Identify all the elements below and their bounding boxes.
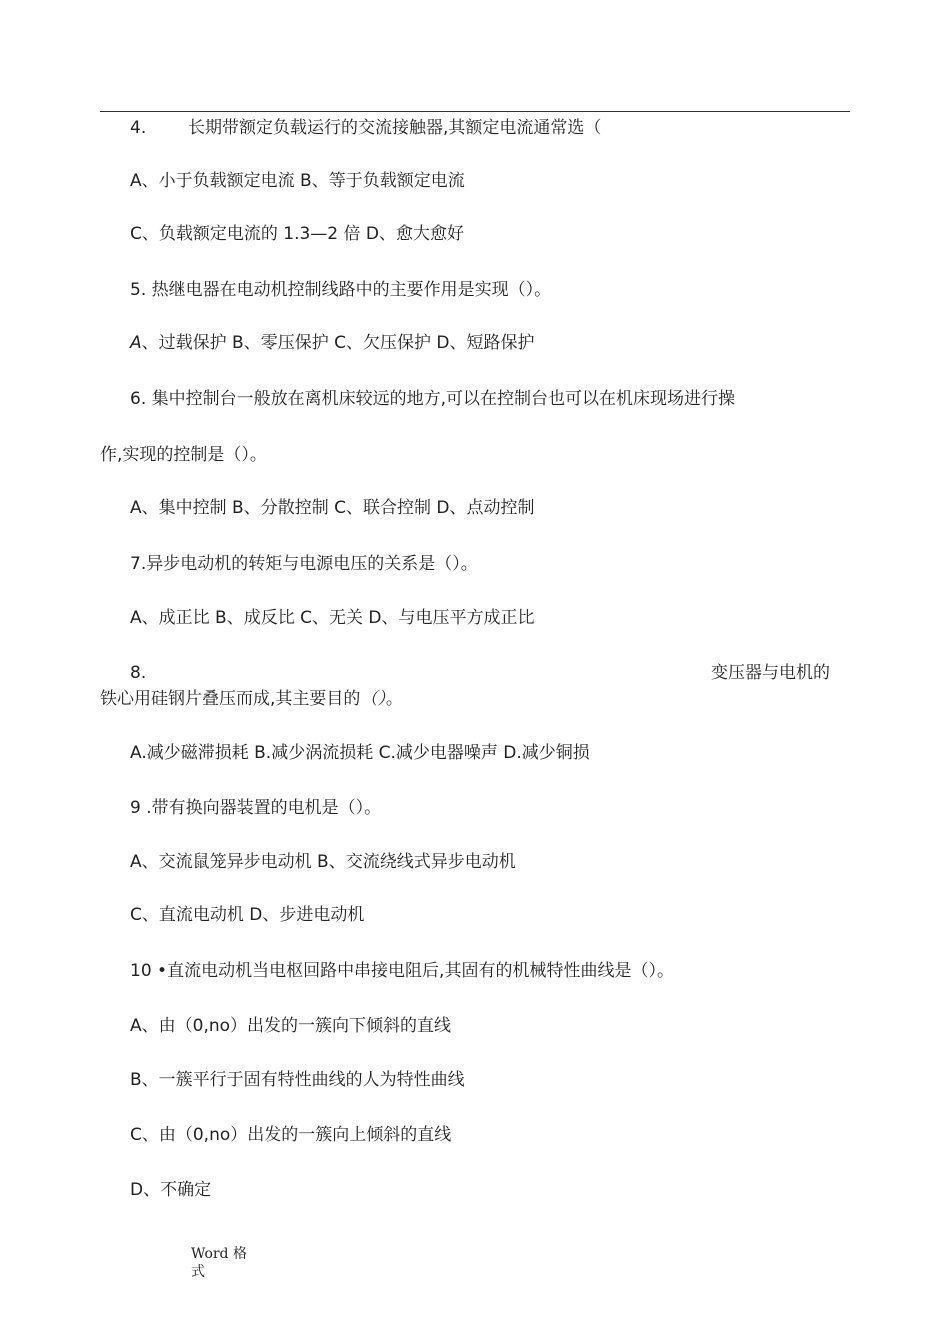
footer-line-1: Word 格 bbox=[191, 1246, 247, 1262]
question-9: 9 .带有换向器装置的电机是（）。 bbox=[130, 798, 382, 818]
question-7-options: A、成正比 B、成反比 C、无关 D、与电压平方成正比 bbox=[130, 608, 535, 628]
question-9-options-2: C、直流电动机 D、步进电动机 bbox=[130, 905, 365, 925]
question-5-options bbox=[130, 332, 534, 354]
question-8-line-2-end: 。 bbox=[385, 689, 403, 709]
question-5-options-rest: 、过载保护 B、零压保护 C、欠压保护 D、短路保护 bbox=[141, 333, 535, 353]
question-10: 10 •直流电动机当电枢回路中串接电阻后,其固有的机械特性曲线是（）。 bbox=[130, 961, 674, 981]
question-10-option-d: D、不确定 bbox=[130, 1180, 212, 1200]
question-5: 5. 热继电器在电动机控制线路中的主要作用是实现（）。 bbox=[130, 280, 552, 300]
question-7: 7.异步电动机的转矩与电源电压的关系是（）。 bbox=[130, 554, 478, 574]
question-8-paren: （） bbox=[360, 689, 386, 709]
page-footer bbox=[191, 1245, 247, 1281]
question-8-line-2 bbox=[100, 688, 403, 710]
question-6-line-1: 6. 集中控制台一般放在离机床较远的地方,可以在控制台也可以在机床现场进行操 bbox=[130, 389, 736, 409]
footer-line-2: 式 bbox=[191, 1264, 205, 1280]
question-8-line-2-start: 铁心用硅钢片叠压而成,其主要目的 bbox=[100, 689, 361, 709]
question-10-option-c: C、由（0,no）出发的一簇向上倾斜的直线 bbox=[130, 1125, 452, 1145]
question-4-text: 长期带额定负载运行的交流接触器,其额定电流通常选（ bbox=[188, 118, 602, 138]
question-4-options-2: C、负载额定电流的 1.3—2 倍 D、愈大愈好 bbox=[130, 224, 465, 244]
question-6-line-2: 作,实现的控制是（）。 bbox=[100, 445, 267, 465]
question-9-options-1: A、交流鼠笼异步电动机 B、交流绕线式异步电动机 bbox=[130, 852, 516, 872]
question-4-options-1: A、小于负载额定电流 B、等于负载额定电流 bbox=[130, 171, 465, 191]
question-5-option-a-letter: A bbox=[130, 333, 142, 353]
question-4 bbox=[130, 117, 601, 139]
question-10-option-b: B、一簇平行于固有特性曲线的人为特性曲线 bbox=[130, 1070, 465, 1090]
question-8-text-right: 变压器与电机的 bbox=[711, 663, 830, 683]
question-4-number: 4. bbox=[130, 118, 147, 138]
question-8-number: 8. bbox=[130, 663, 147, 683]
question-6-options: A、集中控制 B、分散控制 C、联合控制 D、点动控制 bbox=[130, 498, 535, 518]
question-10-option-a: A、由（0,no）出发的一簇向下倾斜的直线 bbox=[130, 1016, 452, 1036]
question-8-options: A.减少磁滞损耗 B.减少涡流损耗 C.减少电器噪声 D.减少铜损 bbox=[130, 743, 590, 763]
header-rule bbox=[100, 111, 850, 112]
